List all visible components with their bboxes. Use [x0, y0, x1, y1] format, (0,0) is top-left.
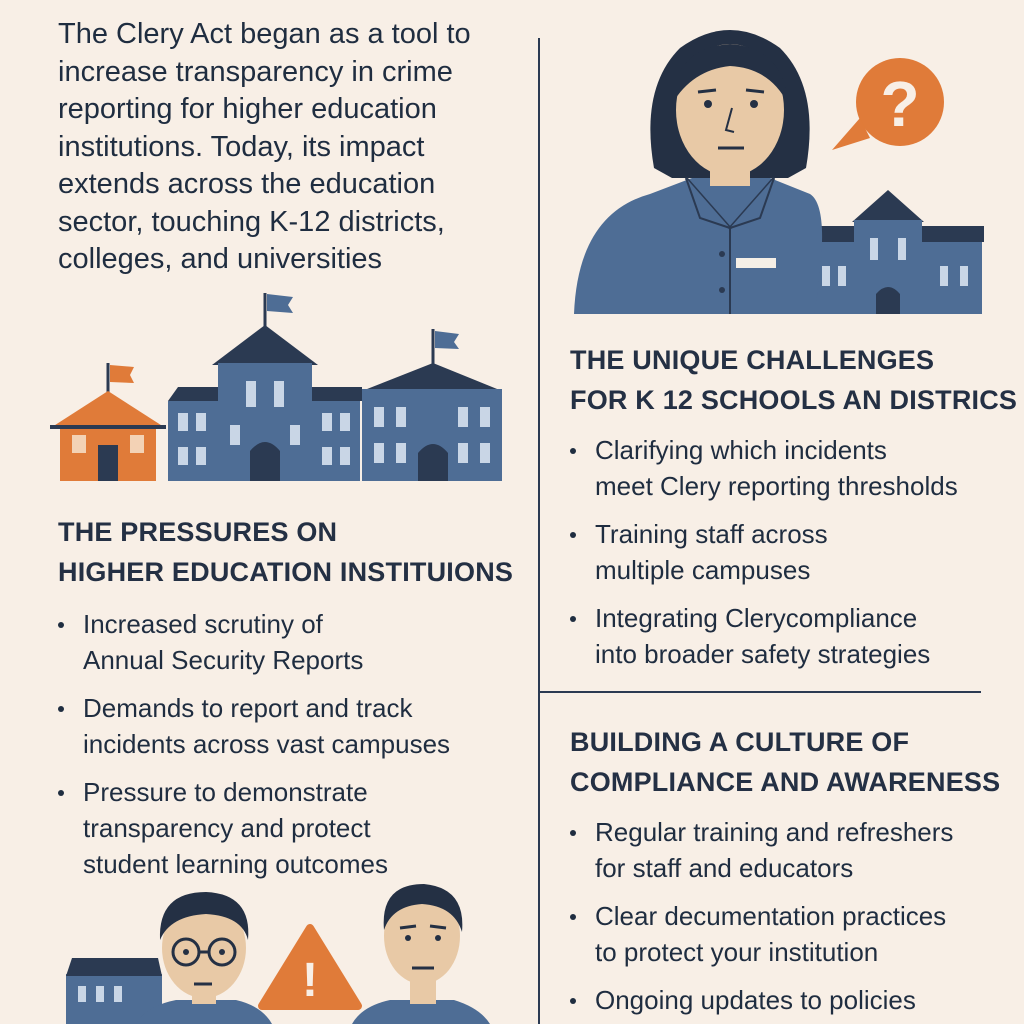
heading-line: BUILDING A CULTURE OF — [570, 727, 910, 757]
bullet-item — [570, 600, 958, 672]
intro-line: institutions. Today, its impact — [58, 130, 425, 163]
bullet-item — [58, 606, 450, 678]
bullet-line: student learning outcomes — [83, 849, 388, 879]
bullet-line: Annual Security Reports — [83, 645, 364, 675]
heading-line: THE UNIQUE CHALLENGES — [570, 345, 935, 375]
heading-line: FOR K 12 SCHOOLS AN DISTRICS — [570, 385, 1018, 415]
bullet-item — [570, 982, 953, 1018]
bullet-line: transparency and protect — [83, 813, 371, 843]
bullet-item — [570, 898, 953, 970]
bullet-line: Pressure to demonstrate — [83, 777, 368, 807]
heading-line: THE PRESSURES ON — [58, 517, 338, 547]
heading-line: HIGHER EDUCATION INSTITUIONS — [58, 557, 514, 587]
higher-ed-bullet-list — [58, 606, 450, 882]
bullet-line: Training staff across — [595, 519, 828, 549]
intro-line: reporting for higher education — [58, 93, 437, 125]
staff-woman-illustration — [570, 18, 990, 316]
bullet-line: Ongoing updates to policies — [595, 985, 916, 1015]
bullet-line: Demands to report and track — [83, 693, 413, 723]
bullet-line: Clarifying which incidents — [595, 435, 887, 465]
bullet-line: Clear decumentation practices — [595, 901, 947, 931]
bullet-line: into broader safety strategies — [595, 639, 931, 669]
bullet-line: incidents across vast campuses — [83, 729, 451, 759]
k12-bullet-list — [570, 432, 958, 672]
administrators-illustration — [66, 880, 490, 1024]
warning-mark: ! — [302, 954, 318, 1007]
bullet-line: Regular training and refreshers — [595, 817, 954, 847]
bullet-line: for staff and educators — [595, 853, 854, 883]
bullet-item — [570, 516, 958, 588]
intro-line: The Clery Act began as a tool to — [58, 18, 471, 50]
culture-bullet-list — [570, 814, 953, 1018]
culture-heading — [570, 722, 1000, 802]
bullet-line: multiple campuses — [595, 555, 811, 585]
bullet-item — [58, 690, 450, 762]
bullet-line: Integrating Clerycompliance — [595, 603, 918, 633]
bullet-item — [570, 814, 953, 886]
bullet-line: to protect your institution — [595, 937, 879, 967]
campus-buildings-illustration — [50, 285, 510, 485]
bullet-item — [58, 774, 450, 882]
intro-line: colleges, and universities — [58, 243, 383, 275]
bullet-line: meet Clery reporting thresholds — [595, 471, 958, 501]
question-mark: ? — [880, 68, 920, 140]
vertical-divider — [538, 38, 540, 1024]
bullet-line: Increased scrutiny of — [83, 609, 323, 639]
higher-ed-heading — [58, 512, 513, 592]
bullet-item — [570, 432, 958, 504]
heading-line: COMPLIANCE AND AWARENESS — [570, 767, 1001, 797]
k12-heading — [570, 340, 1017, 420]
horizontal-divider — [538, 691, 981, 693]
intro-paragraph — [58, 16, 518, 279]
intro-line: sector, touching K-12 districts, — [58, 205, 445, 238]
intro-line: extends across the education — [58, 168, 436, 200]
intro-line: increase transparency in crime — [58, 55, 453, 88]
